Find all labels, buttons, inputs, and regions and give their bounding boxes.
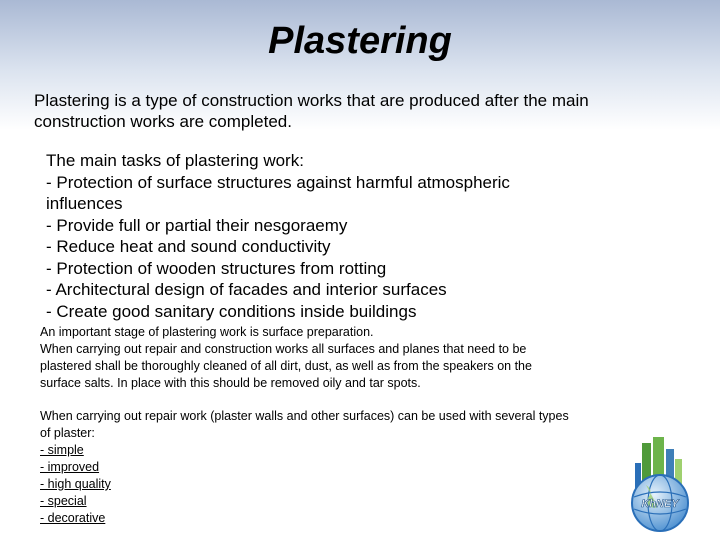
plaster-type-link[interactable]: - decorative [40, 511, 106, 525]
plaster-type-link[interactable]: - high quality [40, 477, 111, 491]
task-item: - Create good sanitary conditions inside buildings [46, 301, 417, 321]
repair-paragraph [40, 408, 640, 527]
task-item: influences [46, 194, 123, 213]
task-item: - Protection of surface structures against harmful atmospheric [46, 172, 510, 192]
intro-line: Plastering is a type of construction works that are produced after the main [34, 91, 589, 110]
prep-line: An important stage of plastering work is surface preparation. [40, 325, 374, 339]
prep-line: plastered shall be thoroughly cleaned of all dirt, dust, as well as from the speakers on the [40, 359, 532, 373]
logo-graphic [612, 435, 712, 535]
plaster-type-link[interactable]: - improved [40, 460, 100, 474]
task-item: - Reduce heat and sound conductivity [46, 237, 331, 256]
logo-text: KhNEY [641, 498, 679, 510]
task-item: - Architectural design of facades and interior surfaces [46, 280, 447, 299]
plaster-types-list [40, 442, 640, 527]
task-item: - Protection of wooden structures from rotting [46, 258, 387, 278]
repair-line: When carrying out repair work (plaster walls and other surfaces) can be used with several types [40, 409, 569, 423]
main-tasks-section [46, 150, 686, 322]
intro-paragraph [34, 90, 694, 132]
prep-line: surface salts. In place with this should be removed oily and tar spots. [40, 376, 421, 390]
plaster-type-link[interactable]: - special [40, 494, 87, 508]
task-item: - Provide full or partial their nesgoraemy [46, 215, 348, 235]
plaster-type-link[interactable]: - simple [40, 443, 84, 457]
university-logo [612, 435, 712, 535]
prep-line: When carrying out repair and construction works all surfaces and planes that need to be [40, 342, 527, 356]
surface-preparation-paragraph [40, 324, 640, 392]
repair-line: of plaster: [40, 426, 95, 440]
page-title: Plastering [268, 20, 452, 62]
intro-line: construction works are completed. [34, 112, 292, 131]
tasks-heading: The main tasks of plastering work: [46, 151, 304, 170]
